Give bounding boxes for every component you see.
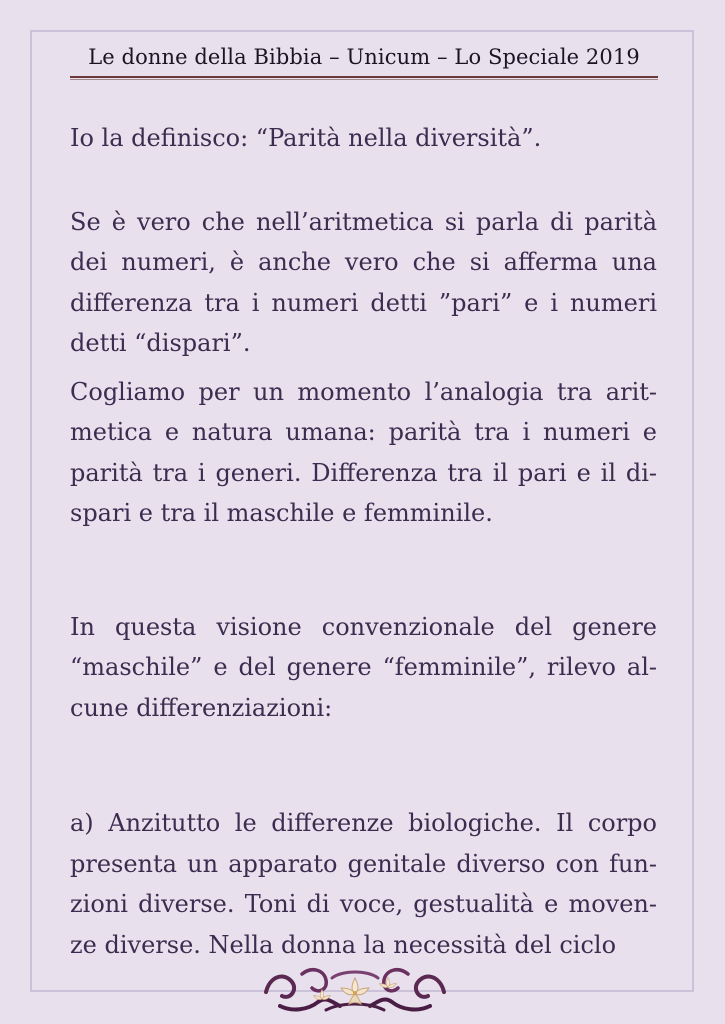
paragraph-2: Se è vero che nell’aritmetica si parla di parità dei numeri, è anche vero che si afferma una differenza tra i numeri detti ”pari” e i numeri detti “dispari”. (70, 207, 657, 357)
header-rule-thin (70, 79, 658, 80)
paragraph-1: Io la definisco: “Parità nella diversità”. (70, 124, 542, 152)
running-header: Le donne della Bibbia – Unicum – Lo Speciale 2019 (88, 45, 640, 69)
header-rule (70, 76, 658, 78)
paragraph-4: In questa visione convenzionale del genere “maschile” e del genere “femminile”, rilevo alcune differenziazioni: (70, 612, 657, 722)
paragraph-3: Cogliamo per un momento l’analogia tra aritmetica e natura umana: parità tra i numeri e parità tra i generi. Differenza tra il pari e il dispari e tra il maschile e femminile. (70, 377, 657, 527)
paragraph-5: a) Anzitutto le differenze biologiche. Il corpo presenta un apparato genitale diverso con funzioni diverse. Toni di voce, gestualità e movenze diverse. Nella donna la necessità del ciclo (70, 809, 657, 959)
body-text (70, 118, 657, 965)
floral-ornament-icon (262, 962, 448, 1016)
